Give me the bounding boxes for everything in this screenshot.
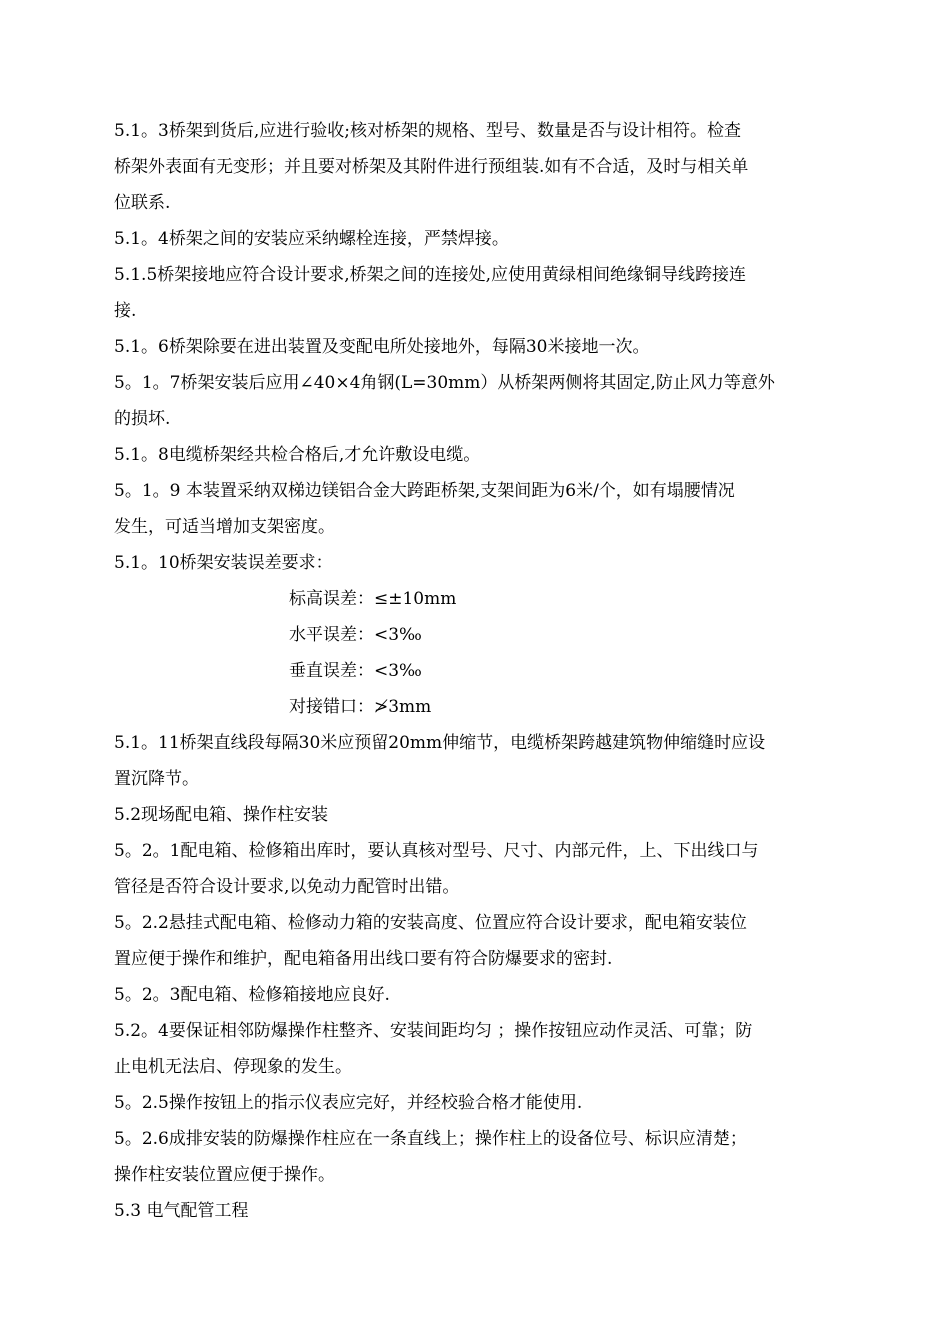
text-line: 5。1。9 本装置采纳双梯边镁铝合金大跨距桥架,支架间距为6米/个，如有塌腰情况: [114, 481, 735, 501]
text-line: 5。2。1配电箱、检修箱出库时，要认真核对型号、尺寸、内部元件，上、下出线口与: [114, 841, 759, 861]
section-heading: 5.2现场配电箱、操作柱安装: [114, 805, 329, 825]
section-heading: 5.3 电气配管工程: [114, 1201, 249, 1221]
text-line: 置应便于操作和维护，配电箱备用出线口要有符合防爆要求的密封.: [114, 949, 613, 969]
tolerance-item: 垂直误差：<3‰: [289, 661, 422, 681]
text-line: 5.1。8电缆桥架经共检合格后,才允许敷设电缆。: [114, 445, 481, 465]
tolerance-item: 水平误差：<3‰: [289, 625, 422, 645]
text-line: 5。2。3配电箱、检修箱接地应良好.: [114, 985, 390, 1005]
text-line: 止电机无法启、停现象的发生。: [114, 1057, 352, 1077]
text-line: 接.: [114, 301, 137, 321]
document-body: [114, 113, 840, 1229]
text-line: 5。2.5操作按钮上的指示仪表应完好，并经校验合格才能使用.: [114, 1093, 583, 1113]
text-line: 5。2.6成排安装的防爆操作柱应在一条直线上；操作柱上的设备位号、标识应清楚；: [114, 1129, 747, 1149]
text-line: 5.1。11桥架直线段每隔30米应预留20mm伸缩节，电缆桥架跨越建筑物伸缩缝时应设: [114, 733, 766, 753]
text-line: 的损坏.: [114, 409, 171, 429]
text-line: 5.1。6桥架除要在进出装置及变配电所处接地外，每隔30米接地一次。: [114, 337, 650, 357]
text-line: 桥架外表面有无变形；并且要对桥架及其附件进行预组装.如有不合适，及时与相关单: [114, 157, 749, 177]
text-line: 5。2.2悬挂式配电箱、检修动力箱的安装高度、位置应符合设计要求，配电箱安装位: [114, 913, 747, 933]
text-line: 5.1。3桥架到货后,应进行验收;核对桥架的规格、型号、数量是否与设计相符。检查: [114, 121, 741, 141]
text-line: 置沉降节。: [114, 769, 199, 789]
text-line: 5.1。4桥架之间的安装应采纳螺栓连接，严禁焊接。: [114, 229, 509, 249]
tolerance-item: 标高误差：≤±10mm: [289, 589, 457, 609]
text-line: 发生，可适当增加支架密度。: [114, 517, 335, 537]
text-line: 位联系.: [114, 193, 171, 213]
text-line: 5。1。7桥架安装后应用∠40×4角钢(L=30mm）从桥架两侧将其固定,防止风力等意外: [114, 373, 775, 393]
text-line: 5.1.5桥架接地应符合设计要求,桥架之间的连接处,应使用黄绿相间绝缘铜导线跨接连: [114, 265, 747, 285]
text-line: 管径是否符合设计要求,以免动力配管时出错。: [114, 877, 460, 897]
text-line: 操作柱安装位置应便于操作。: [114, 1165, 335, 1185]
text-line: 5.2。4要保证相邻防爆操作柱整齐、安装间距均匀 ；操作按钮应动作灵活、可靠；防: [114, 1021, 753, 1041]
tolerance-item: 对接错口：≯3mm: [289, 697, 432, 717]
text-line: 5.1。10桥架安装误差要求：: [114, 553, 333, 573]
